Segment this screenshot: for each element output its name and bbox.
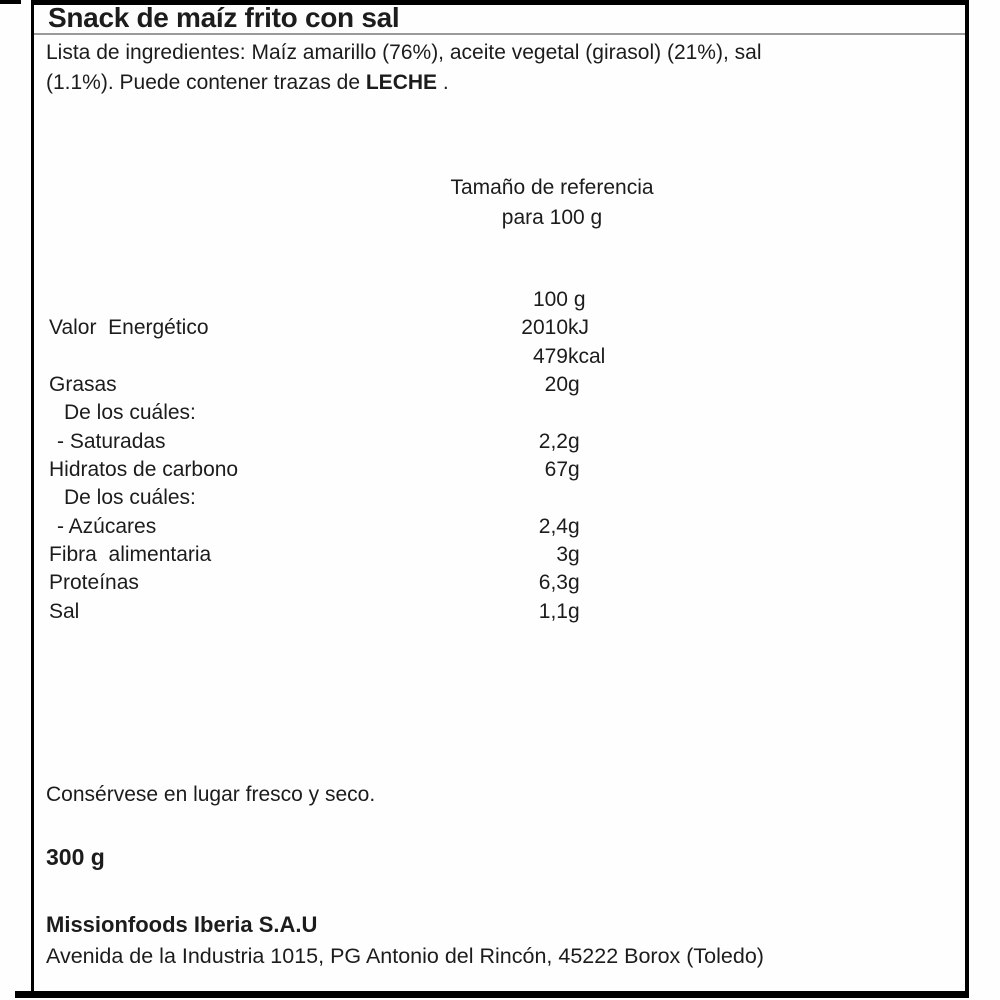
frame-right-border xyxy=(965,0,969,996)
nutrient-value: 67 xyxy=(544,458,568,482)
nutrition-row xyxy=(0,515,700,543)
nutrition-row xyxy=(0,373,700,401)
nutrition-row xyxy=(0,486,700,514)
frame-bottom-border xyxy=(15,991,969,998)
nutrient-name: De los cuáles: xyxy=(64,401,196,425)
nutrient-name: Sal xyxy=(49,599,80,623)
nutrition-row xyxy=(0,401,700,429)
nutrition-row xyxy=(0,288,700,316)
ingredients-line1: Lista de ingredientes: Maíz amarillo (76%), aceite vegetal (girasol) (21%), sal xyxy=(46,41,762,64)
nutrient-unit: g xyxy=(568,373,580,397)
reference-line2: para 100 g xyxy=(501,206,603,229)
nutrient-value: 6,3 xyxy=(538,571,568,595)
nutrient-name: - Azúcares xyxy=(57,514,157,538)
reference-line1: Tamaño de referencia xyxy=(450,176,654,199)
nutrient-value: 2,2 xyxy=(538,429,568,453)
nutrient-unit: g xyxy=(568,458,580,482)
nutrition-row xyxy=(0,316,700,344)
nutrient-unit: kcal xyxy=(568,344,606,368)
nutrition-row xyxy=(0,600,700,628)
nutrient-value: 479 xyxy=(532,344,568,368)
manufacturer-name: Missionfoods Iberia S.A.U xyxy=(46,912,318,937)
allergen-name: LECHE xyxy=(365,71,438,94)
nutrient-unit: g xyxy=(568,514,580,538)
nutrient-value: 20 xyxy=(544,373,568,397)
nutrient-name: Valor Energético xyxy=(49,316,209,340)
nutrient-unit: g xyxy=(568,429,580,453)
nutrient-value: 3 xyxy=(556,543,568,567)
nutrient-name: De los cuáles: xyxy=(64,486,196,510)
ingredients-line2-suffix: . xyxy=(437,71,449,94)
nutrient-name: Proteínas xyxy=(49,571,139,595)
ingredients-line2-prefix: (1.1%). Puede contener trazas de xyxy=(46,71,366,94)
nutrient-value: 2010 xyxy=(521,316,568,340)
nutrient-name: Hidratos de carbono xyxy=(49,458,239,482)
nutrition-row xyxy=(0,571,700,599)
nutrient-name: Fibra alimentaria xyxy=(49,543,212,567)
nutrition-table xyxy=(0,288,700,628)
nutrient-value: 100 xyxy=(532,288,568,311)
manufacturer-address: Avenida de la Industria 1015, PG Antonio del Rincón, 45222 Borox (Toledo) xyxy=(46,944,764,968)
nutrition-row xyxy=(0,345,700,373)
frame-top-artifact xyxy=(0,0,21,4)
net-weight: 300 g xyxy=(46,844,105,870)
reference-size-block xyxy=(352,173,752,233)
nutrient-unit: g xyxy=(568,543,580,567)
nutrition-row xyxy=(0,458,700,486)
nutrient-value: 1,1 xyxy=(538,599,568,623)
nutrient-name: - Saturadas xyxy=(57,429,166,453)
nutrition-row xyxy=(0,543,700,571)
storage-note: Consérvese en lugar fresco y seco. xyxy=(46,783,376,806)
nutrient-value: 2,4 xyxy=(538,514,568,538)
nutrient-name: Grasas xyxy=(49,373,117,397)
nutrient-unit: kJ xyxy=(568,316,589,340)
nutrient-unit: g xyxy=(568,288,586,311)
ingredients-paragraph xyxy=(46,38,926,98)
product-title: Snack de maíz frito con sal xyxy=(48,2,400,33)
nutrient-unit: g xyxy=(568,571,580,595)
title-separator xyxy=(34,33,965,35)
nutrition-row xyxy=(0,430,700,458)
nutrient-unit: g xyxy=(568,599,580,623)
